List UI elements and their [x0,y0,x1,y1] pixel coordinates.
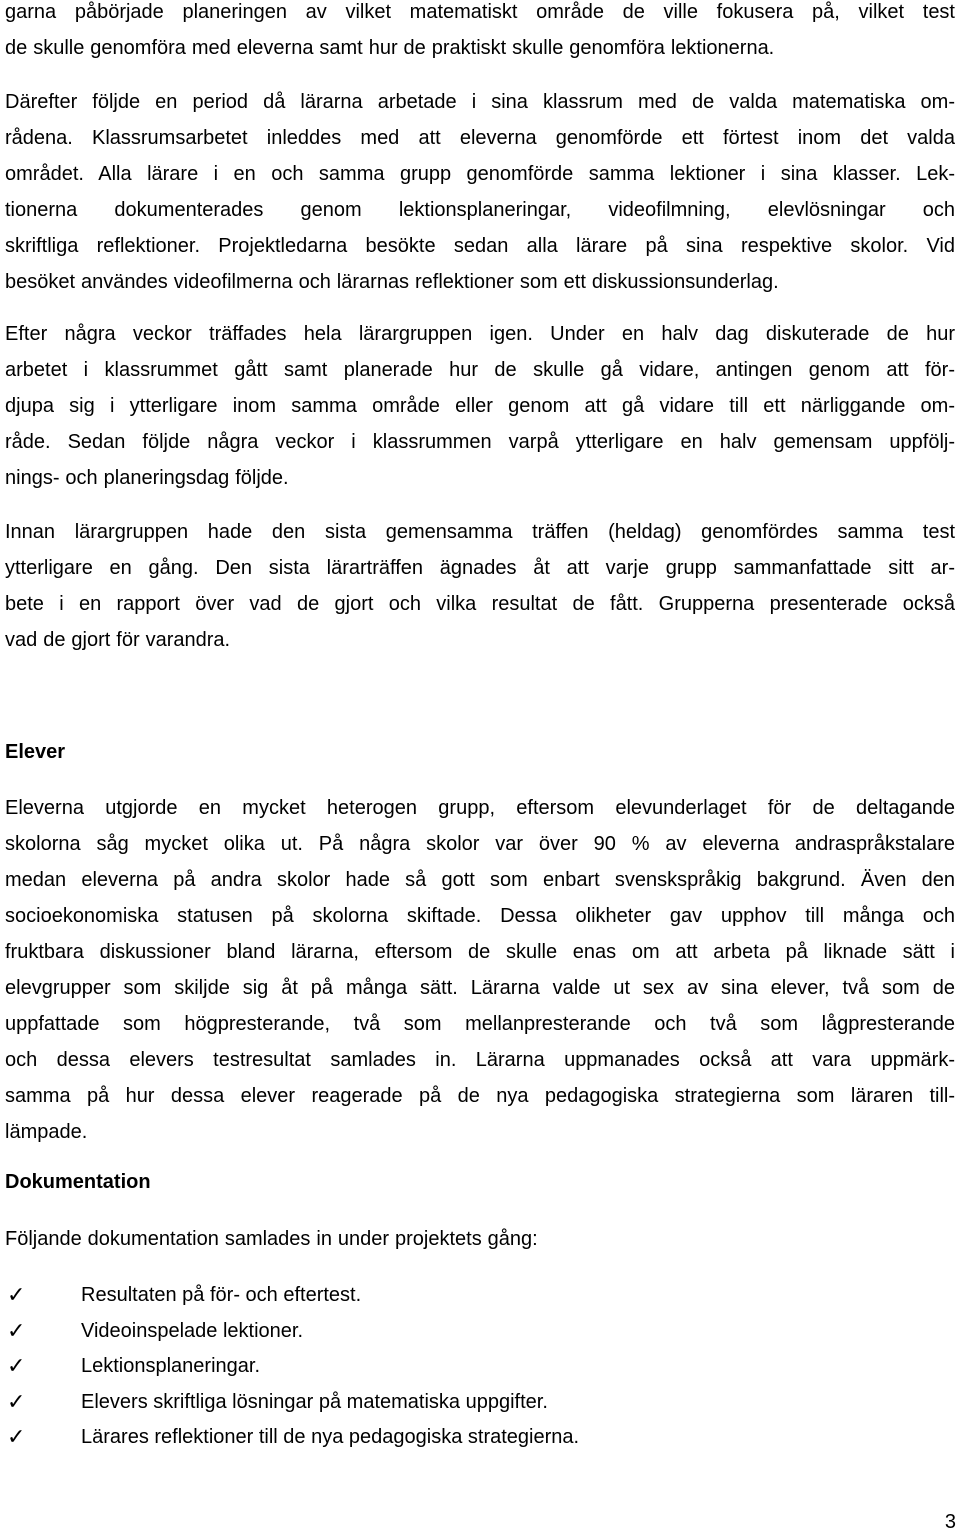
check-icon: ✓ [7,1425,26,1450]
list-item [5,1278,579,1314]
text-line: socioekonomiska statusen på skolorna skiftade. Dessa olikheter gav upphov till många och [5,905,955,927]
text-line: och dessa elevers testresultat samlades in. Lärarna uppmanades också att vara uppmärk- [5,1049,955,1071]
text-line: lämpade. [5,1121,88,1143]
list-item-text: Lärares reflektioner till de nya pedagogiska strategierna. [81,1426,580,1448]
list-item [5,1385,579,1421]
paragraph-classroom-period [5,84,955,300]
text-line: elevgrupper som skiljde sig åt på många sätt. Lärarna valde ut sex av sina elever, två som de [5,977,955,999]
check-icon: ✓ [7,1318,26,1344]
text-line: de skulle genomföra med eleverna samt hur de praktiskt skulle genomföra lektionerna. [5,37,775,59]
text-line: Innan lärargruppen hade den sista gemensamma träffen (heldag) genomfördes samma test [5,521,955,543]
text-line: medan eleverna på andra skolor hade så gott som enbart svenskspråkig bakgrund. Även den [5,869,955,891]
text-line: skolorna såg mycket olika ut. På några skolor var över 90 % av eleverna andraspråkstalare [5,833,955,855]
list-item-text: Videoinspelade lektioner. [81,1319,304,1342]
paragraph-follow-up [5,316,955,496]
list-item [5,1314,579,1350]
text-line: djupa sig i ytterligare inom samma område eller genom att gå vidare till ett närliggande om- [5,395,955,417]
text-line: Efter några veckor träffades hela lärargruppen igen. Under en halv dag diskuterade de hur [5,323,955,345]
text-line: ytterligare en gång. Den sista lärarträffen ägnades åt att varje grupp sammanfattade sitt ar- [5,557,955,579]
text-line: besöket användes videofilmerna och lärarnas reflektioner som ett diskussionsunderlag. [5,271,779,293]
check-icon: ✓ [7,1283,26,1308]
page-number: 3 [944,1511,956,1533]
list-item-text: Lektionsplaneringar. [81,1355,261,1377]
text-line: Därefter följde en period då lärarna arbetade i sina klassrum med de valda matematiska om- [5,91,955,113]
check-icon: ✓ [7,1354,26,1379]
text-line: uppfattade som högpresterande, två som mellanpresterande och två som lågpresterande [5,1013,955,1035]
text-line: vad de gjort för varandra. [5,629,231,651]
text-line: Eleverna utgjorde en mycket heterogen grupp, eftersom elevunderlaget för de deltagande [5,797,955,819]
text-line: Följande dokumentation samlades in under projektets gång: [5,1228,538,1250]
list-item [5,1420,579,1456]
text-line: arbetet i klassrummet gått samt planerade hur de skulle gå vidare, antingen genom att för- [5,359,955,381]
text-line: området. Alla lärare i en och samma grupp genomförde samma lektioner i sina klasser. Lek- [5,163,955,185]
heading-elever: Elever [5,741,66,763]
text-line: bete i en rapport över vad de gjort och vilka resultat de fått. Grupperna presenterade också [5,593,955,615]
list-item-text: Resultaten på för- och eftertest. [81,1284,362,1306]
text-line: skriftliga reflektioner. Projektledarna besökte sedan alla lärare på sina respektive skolor. Vid [5,235,955,257]
list-item-text: Elevers skriftliga lösningar på matematiska uppgifter. [81,1390,548,1413]
text-line: nings- och planeringsdag följde. [5,467,289,489]
text-line: råde. Sedan följde några veckor i klassrummen varpå ytterligare en halv gemensam uppfölj- [5,431,955,453]
text-line: fruktbara diskussioner bland lärarna, eftersom de skulle enas om att arbeta på liknade sätt i [5,941,955,963]
heading-dokumentation: Dokumentation [5,1171,151,1193]
paragraph-final-meeting [5,514,955,658]
check-icon: ✓ [7,1389,26,1415]
text-line: rådena. Klassrumsarbetet inleddes med att eleverna genomförde ett förtest inom det valda [5,127,955,149]
text-line: tionerna dokumenterades genom lektionsplaneringar, videofilmning, elevlösningar och [5,199,955,221]
paragraph-dokumentation-intro [5,1221,955,1257]
paragraph-intro-continued [5,0,955,66]
text-line: garna påbörjade planeringen av vilket matematiskt område de ville fokusera på, vilket test [5,1,955,23]
list-item [5,1349,579,1385]
documentation-checklist [5,1278,579,1456]
paragraph-elever [5,790,955,1150]
text-line: samma på hur dessa elever reagerade på de nya pedagogiska strategierna som läraren till- [5,1085,955,1107]
